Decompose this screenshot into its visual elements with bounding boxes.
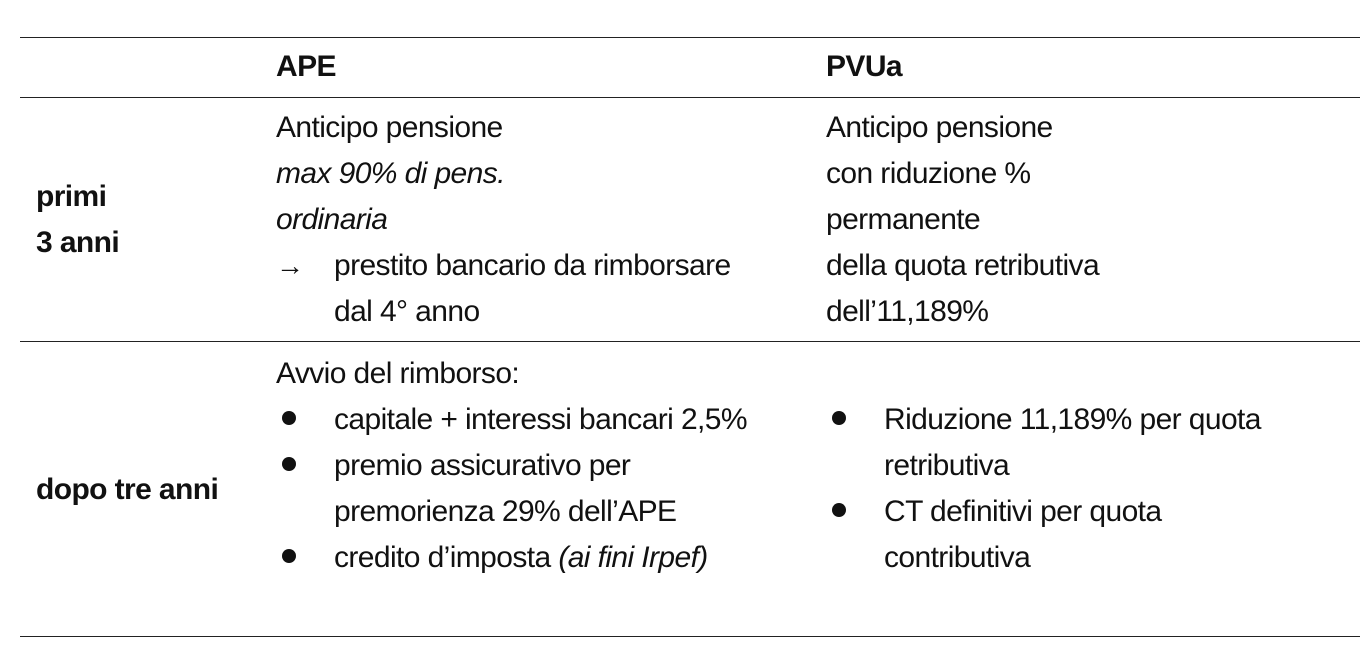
- bullet-item-line: retributiva: [884, 449, 1010, 482]
- bottom-rule: [20, 636, 1360, 637]
- pvua-text-line: della quota retributiva: [826, 249, 1100, 282]
- arrow-item-line: prestito bancario da rimborsare: [334, 249, 731, 282]
- ape-italic-line: max 90% di pens.: [276, 157, 505, 190]
- header-ape: APE: [276, 50, 336, 83]
- row1-ape-cell: [276, 105, 731, 335]
- bullet-item-line: contributiva: [884, 541, 1031, 574]
- bullet-item-line: CT definitivi per quota: [884, 495, 1162, 528]
- row2-ape-cell: [276, 351, 747, 581]
- ape-text-line: Anticipo pensione: [276, 111, 503, 144]
- row-label-dopo-tre-anni: dopo tre anni: [36, 473, 219, 506]
- bullet-item-text: credito d’imposta: [334, 541, 559, 574]
- pvua-text-line: Anticipo pensione: [826, 111, 1053, 144]
- top-rule: [20, 37, 1360, 38]
- pvua-text-line: dell’11,189%: [826, 295, 989, 328]
- bullet-item-italic-text: (ai fini Irpef): [558, 541, 708, 574]
- row-label-line2: 3 anni: [36, 226, 120, 259]
- bullet-item-line: Riduzione 11,189% per quota: [884, 403, 1261, 436]
- bullet-icon: [282, 549, 296, 563]
- bullet-item-line: [334, 535, 747, 581]
- row1-pvua-cell: [826, 105, 1099, 335]
- header-pvua: PVUa: [826, 50, 902, 83]
- bullet-item: [276, 397, 747, 443]
- bullet-icon: [832, 503, 846, 517]
- bullet-icon: [282, 457, 296, 471]
- bullet-item-line: premorienza 29% dell’APE: [334, 495, 677, 528]
- right-arrow-icon: →: [276, 250, 304, 281]
- ape-intro-line: Avvio del rimborso:: [276, 357, 520, 390]
- row-divider-rule: [20, 341, 1360, 342]
- arrow-item-line: dal 4° anno: [334, 295, 480, 328]
- row-label-line1: primi: [36, 180, 107, 213]
- bullet-icon: [282, 411, 296, 425]
- bullet-item: [826, 489, 1261, 581]
- bullet-item: [276, 535, 747, 581]
- bullet-item: [276, 443, 747, 535]
- bullet-item: [826, 397, 1261, 489]
- bullet-icon: [832, 411, 846, 425]
- bullet-item-line: capitale + interessi bancari 2,5%: [334, 403, 747, 436]
- pvua-text-line: permanente: [826, 203, 981, 236]
- pvua-text-line: con riduzione %: [826, 157, 1031, 190]
- arrow-item: [276, 243, 731, 335]
- row-label-primi-3-anni: [36, 174, 119, 266]
- ape-italic-line: ordinaria: [276, 203, 388, 236]
- header-rule: [20, 97, 1360, 98]
- row2-pvua-cell: [826, 397, 1261, 581]
- bullet-item-line: premio assicurativo per: [334, 449, 631, 482]
